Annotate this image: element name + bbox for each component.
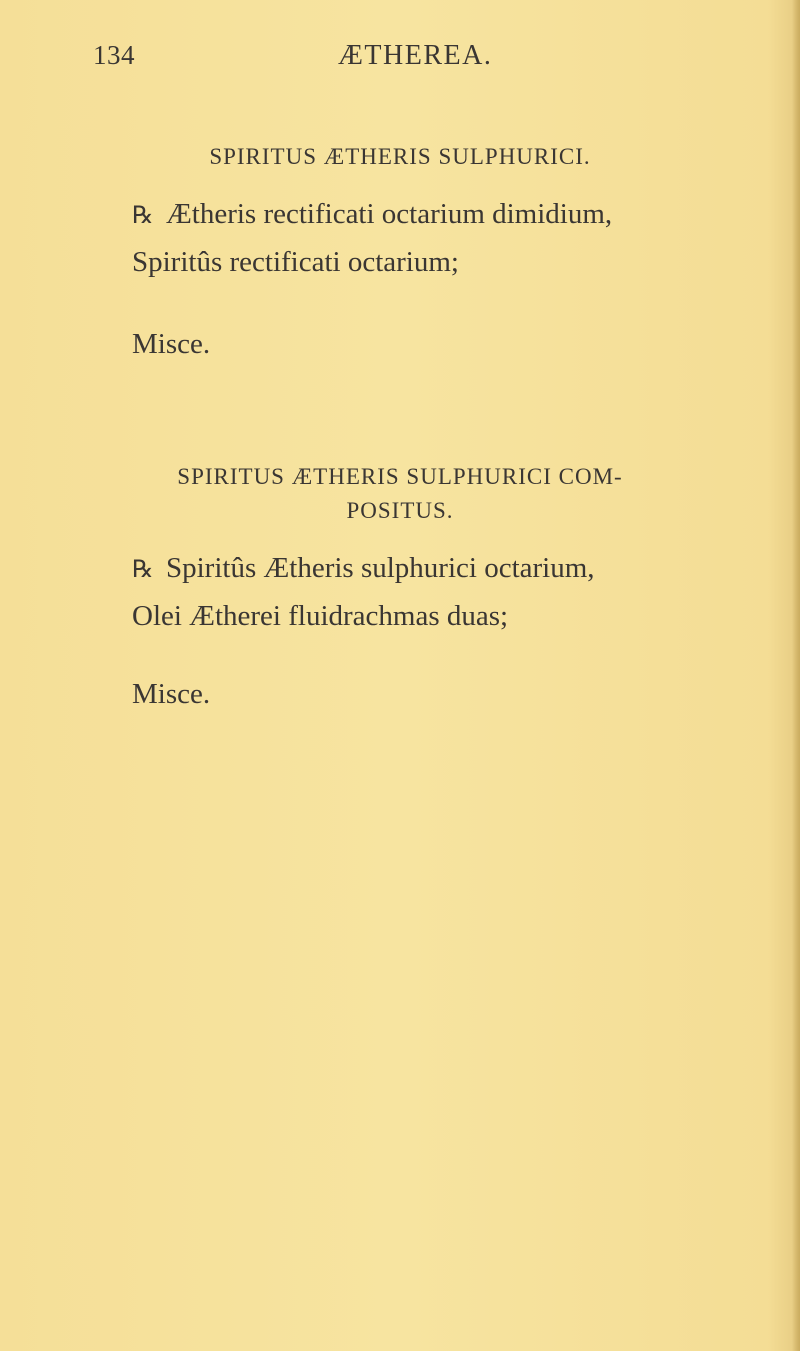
recipe-line	[132, 196, 612, 234]
ingredient-text: Olei Ætherei fluidrachmas duas;	[132, 600, 509, 632]
recipe-symbol: ℞	[132, 203, 154, 229]
heading-line: POSITUS.	[346, 498, 454, 523]
ingredient-text: Spiritûs Ætheris sulphurici octarium,	[166, 552, 595, 584]
running-head	[0, 40, 800, 80]
recipe-line	[132, 598, 508, 634]
heading-line: SPIRITUS ÆTHERIS SULPHURICI COM-	[177, 464, 623, 489]
instruction-misce: Misce.	[132, 328, 211, 360]
recipe-line	[132, 550, 595, 588]
ingredient-text: Ætheris rectificati octarium dimidium,	[166, 198, 613, 230]
ingredient-text: Spiritûs rectificati octarium;	[132, 246, 459, 278]
recipe-line	[132, 244, 459, 280]
section-heading-spiritus-aetheris-compositus	[0, 460, 800, 528]
recipe-symbol: ℞	[132, 557, 154, 583]
instruction-misce: Misce.	[132, 678, 211, 710]
page-number: 134	[93, 40, 135, 70]
page-edge-shadow	[792, 0, 800, 1351]
section-heading-spiritus-aetheris-sulphurici: SPIRITUS ÆTHERIS SULPHURICI.	[209, 144, 591, 169]
running-title: ÆTHEREA.	[338, 40, 493, 71]
